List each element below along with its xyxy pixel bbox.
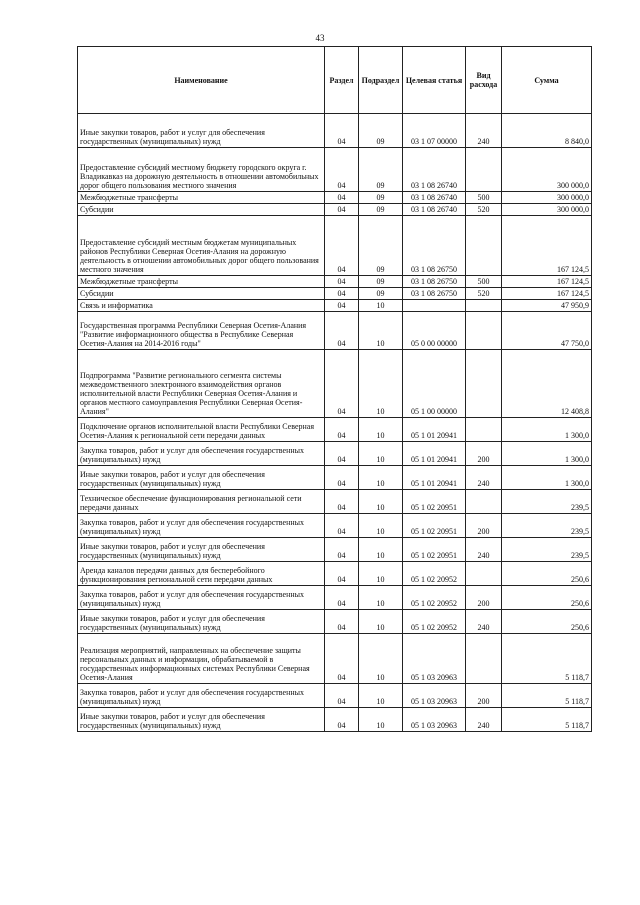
- row-target: 05 1 02 20952: [403, 610, 466, 634]
- row-type: 520: [466, 204, 502, 216]
- row-target: 03 1 08 26740: [403, 204, 466, 216]
- row-section: 04: [325, 192, 359, 204]
- row-type: 200: [466, 684, 502, 708]
- row-subsection: 09: [359, 216, 403, 276]
- row-target: 05 1 02 20951: [403, 490, 466, 514]
- row-target: 05 1 03 20963: [403, 708, 466, 732]
- row-name: Предоставление субсидий местным бюджетам муниципальных районов Республики Северная Осетия-Алания на дорожную деятельность в отношении автомобильных дорог общего пользования местного значения: [78, 216, 325, 276]
- row-sum: 8 840,0: [502, 114, 592, 148]
- row-sum: 300 000,0: [502, 192, 592, 204]
- row-subsection: 09: [359, 192, 403, 204]
- row-target: 03 1 07 00000: [403, 114, 466, 148]
- row-type: 200: [466, 442, 502, 466]
- table-row: [78, 538, 592, 562]
- table-row: [78, 148, 592, 192]
- header-type: Вид расхода: [466, 47, 502, 114]
- row-section: 04: [325, 276, 359, 288]
- header-subsection: Подраздел: [359, 47, 403, 114]
- row-subsection: 10: [359, 684, 403, 708]
- row-target: 05 1 03 20963: [403, 684, 466, 708]
- row-name: Предоставление субсидий местному бюджету городского округа г. Владикавказ на дорожную деятельность в отношении автомобильных дорог общего пользования местного значения: [78, 148, 325, 192]
- row-type: 500: [466, 276, 502, 288]
- row-subsection: 09: [359, 276, 403, 288]
- table-row: [78, 350, 592, 418]
- header-section: Раздел: [325, 47, 359, 114]
- row-type: [466, 418, 502, 442]
- row-section: 04: [325, 288, 359, 300]
- row-subsection: 10: [359, 442, 403, 466]
- row-target: 05 1 02 20951: [403, 538, 466, 562]
- row-name: Реализация мероприятий, направленных на обеспечение защиты персональных данных и информации, обрабатываемой в государственных информационных системах Республики Северная Осетия-Алания: [78, 634, 325, 684]
- page-number: 43: [315, 33, 325, 43]
- row-type: 240: [466, 708, 502, 732]
- row-sum: 250,6: [502, 586, 592, 610]
- row-name: Иные закупки товаров, работ и услуг для обеспечения государственных (муниципальных) нужд: [78, 708, 325, 732]
- table-row: [78, 192, 592, 204]
- row-subsection: 10: [359, 418, 403, 442]
- row-name: Иные закупки товаров, работ и услуг для обеспечения государственных (муниципальных) нужд: [78, 538, 325, 562]
- row-section: 04: [325, 562, 359, 586]
- row-sum: 167 124,5: [502, 216, 592, 276]
- row-section: 04: [325, 216, 359, 276]
- header-name: Наименование: [78, 47, 325, 114]
- row-sum: 250,6: [502, 562, 592, 586]
- row-type: 200: [466, 514, 502, 538]
- row-type: [466, 634, 502, 684]
- row-target: 05 1 01 20941: [403, 466, 466, 490]
- table-row: [78, 276, 592, 288]
- row-name: Государственная программа Республики Северная Осетия-Алания "Развитие информационного общества в Республике Северная Осетия-Алания на 2014-2016 годы": [78, 312, 325, 350]
- table-row: [78, 114, 592, 148]
- row-target: 05 1 00 00000: [403, 350, 466, 418]
- row-name: Субсидии: [78, 204, 325, 216]
- table-row: [78, 586, 592, 610]
- row-type: [466, 350, 502, 418]
- row-subsection: 09: [359, 288, 403, 300]
- row-sum: 300 000,0: [502, 204, 592, 216]
- row-type: [466, 216, 502, 276]
- row-name: Закупка товаров, работ и услуг для обеспечения государственных (муниципальных) нужд: [78, 684, 325, 708]
- table-row: [78, 634, 592, 684]
- row-sum: 239,5: [502, 490, 592, 514]
- row-section: 04: [325, 708, 359, 732]
- row-sum: 300 000,0: [502, 148, 592, 192]
- budget-table: [77, 46, 592, 732]
- row-sum: 5 118,7: [502, 708, 592, 732]
- row-sum: 167 124,5: [502, 276, 592, 288]
- table-row: [78, 684, 592, 708]
- header-sum: Сумма: [502, 47, 592, 114]
- row-subsection: 10: [359, 514, 403, 538]
- row-subsection: 09: [359, 114, 403, 148]
- table-row: [78, 288, 592, 300]
- row-name: Межбюджетные трансферты: [78, 192, 325, 204]
- table-row: [78, 490, 592, 514]
- row-section: 04: [325, 490, 359, 514]
- table-row: [78, 418, 592, 442]
- row-subsection: 09: [359, 148, 403, 192]
- table-row: [78, 466, 592, 490]
- row-type: 240: [466, 114, 502, 148]
- row-sum: 239,5: [502, 514, 592, 538]
- row-type: [466, 562, 502, 586]
- row-type: 200: [466, 586, 502, 610]
- row-type: [466, 148, 502, 192]
- row-name: Связь и информатика: [78, 300, 325, 312]
- table-row: [78, 204, 592, 216]
- row-type: 240: [466, 466, 502, 490]
- row-sum: 167 124,5: [502, 288, 592, 300]
- row-sum: 47 950,9: [502, 300, 592, 312]
- row-sum: 1 300,0: [502, 442, 592, 466]
- row-type: [466, 490, 502, 514]
- row-target: 05 1 01 20941: [403, 442, 466, 466]
- row-subsection: 10: [359, 312, 403, 350]
- row-section: 04: [325, 538, 359, 562]
- row-target: 03 1 08 26740: [403, 148, 466, 192]
- row-name: Аренда каналов передачи данных для бесперебойного функционирования региональной сети передачи данных: [78, 562, 325, 586]
- header-target: Целевая статья: [403, 47, 466, 114]
- table-row: [78, 610, 592, 634]
- row-sum: 47 750,0: [502, 312, 592, 350]
- row-section: 04: [325, 466, 359, 490]
- row-section: 04: [325, 610, 359, 634]
- row-target: 05 1 02 20952: [403, 586, 466, 610]
- row-name: Подключение органов исполнительной власти Республики Северная Осетия-Алания к региональной сети передачи данных: [78, 418, 325, 442]
- table-row: [78, 216, 592, 276]
- row-name: Закупка товаров, работ и услуг для обеспечения государственных (муниципальных) нужд: [78, 514, 325, 538]
- row-sum: 250,6: [502, 610, 592, 634]
- row-subsection: 10: [359, 562, 403, 586]
- row-subsection: 10: [359, 586, 403, 610]
- row-name: Иные закупки товаров, работ и услуг для обеспечения государственных (муниципальных) нужд: [78, 610, 325, 634]
- row-subsection: 10: [359, 300, 403, 312]
- row-target: 05 1 03 20963: [403, 634, 466, 684]
- row-sum: 239,5: [502, 538, 592, 562]
- row-subsection: 10: [359, 708, 403, 732]
- row-target: 03 1 08 26750: [403, 288, 466, 300]
- row-section: 04: [325, 312, 359, 350]
- row-target: 03 1 08 26740: [403, 192, 466, 204]
- row-target: [403, 300, 466, 312]
- row-name: Иные закупки товаров, работ и услуг для обеспечения государственных (муниципальных) нужд: [78, 466, 325, 490]
- row-section: 04: [325, 586, 359, 610]
- table-header-row: [78, 47, 592, 114]
- row-section: 04: [325, 514, 359, 538]
- row-section: 04: [325, 300, 359, 312]
- row-sum: 1 300,0: [502, 466, 592, 490]
- row-subsection: 10: [359, 634, 403, 684]
- row-section: 04: [325, 204, 359, 216]
- row-section: 04: [325, 634, 359, 684]
- row-subsection: 09: [359, 204, 403, 216]
- row-sum: 5 118,7: [502, 684, 592, 708]
- row-target: 05 0 00 00000: [403, 312, 466, 350]
- row-sum: 1 300,0: [502, 418, 592, 442]
- row-type: [466, 312, 502, 350]
- row-target: 05 1 02 20951: [403, 514, 466, 538]
- row-sum: 5 118,7: [502, 634, 592, 684]
- row-section: 04: [325, 684, 359, 708]
- row-section: 04: [325, 350, 359, 418]
- row-name: Межбюджетные трансферты: [78, 276, 325, 288]
- row-section: 04: [325, 442, 359, 466]
- row-section: 04: [325, 418, 359, 442]
- row-section: 04: [325, 148, 359, 192]
- row-target: 05 1 01 20941: [403, 418, 466, 442]
- row-subsection: 10: [359, 466, 403, 490]
- row-type: 520: [466, 288, 502, 300]
- row-name: Техническое обеспечение функционирования региональной сети передачи данных: [78, 490, 325, 514]
- row-name: Закупка товаров, работ и услуг для обеспечения государственных (муниципальных) нужд: [78, 442, 325, 466]
- row-target: 05 1 02 20952: [403, 562, 466, 586]
- row-type: [466, 300, 502, 312]
- row-subsection: 10: [359, 610, 403, 634]
- table-row: [78, 442, 592, 466]
- row-type: 500: [466, 192, 502, 204]
- row-name: Подпрограмма "Развитие регионального сегмента системы межведомственного электронного взаимодействия органов исполнительной власти Республики Северная Осетия-Алания и органов местного самоуправления Республики Северная Осетия-Алания": [78, 350, 325, 418]
- row-name: Иные закупки товаров, работ и услуг для обеспечения государственных (муниципальных) нужд: [78, 114, 325, 148]
- table-row: [78, 312, 592, 350]
- row-type: 240: [466, 610, 502, 634]
- row-name: Субсидии: [78, 288, 325, 300]
- table-row: [78, 708, 592, 732]
- row-name: Закупка товаров, работ и услуг для обеспечения государственных (муниципальных) нужд: [78, 586, 325, 610]
- row-section: 04: [325, 114, 359, 148]
- row-subsection: 10: [359, 490, 403, 514]
- row-subsection: 10: [359, 350, 403, 418]
- row-type: 240: [466, 538, 502, 562]
- row-sum: 12 408,8: [502, 350, 592, 418]
- row-target: 03 1 08 26750: [403, 276, 466, 288]
- table-row: [78, 562, 592, 586]
- row-subsection: 10: [359, 538, 403, 562]
- table-row: [78, 300, 592, 312]
- table-row: [78, 514, 592, 538]
- row-target: 03 1 08 26750: [403, 216, 466, 276]
